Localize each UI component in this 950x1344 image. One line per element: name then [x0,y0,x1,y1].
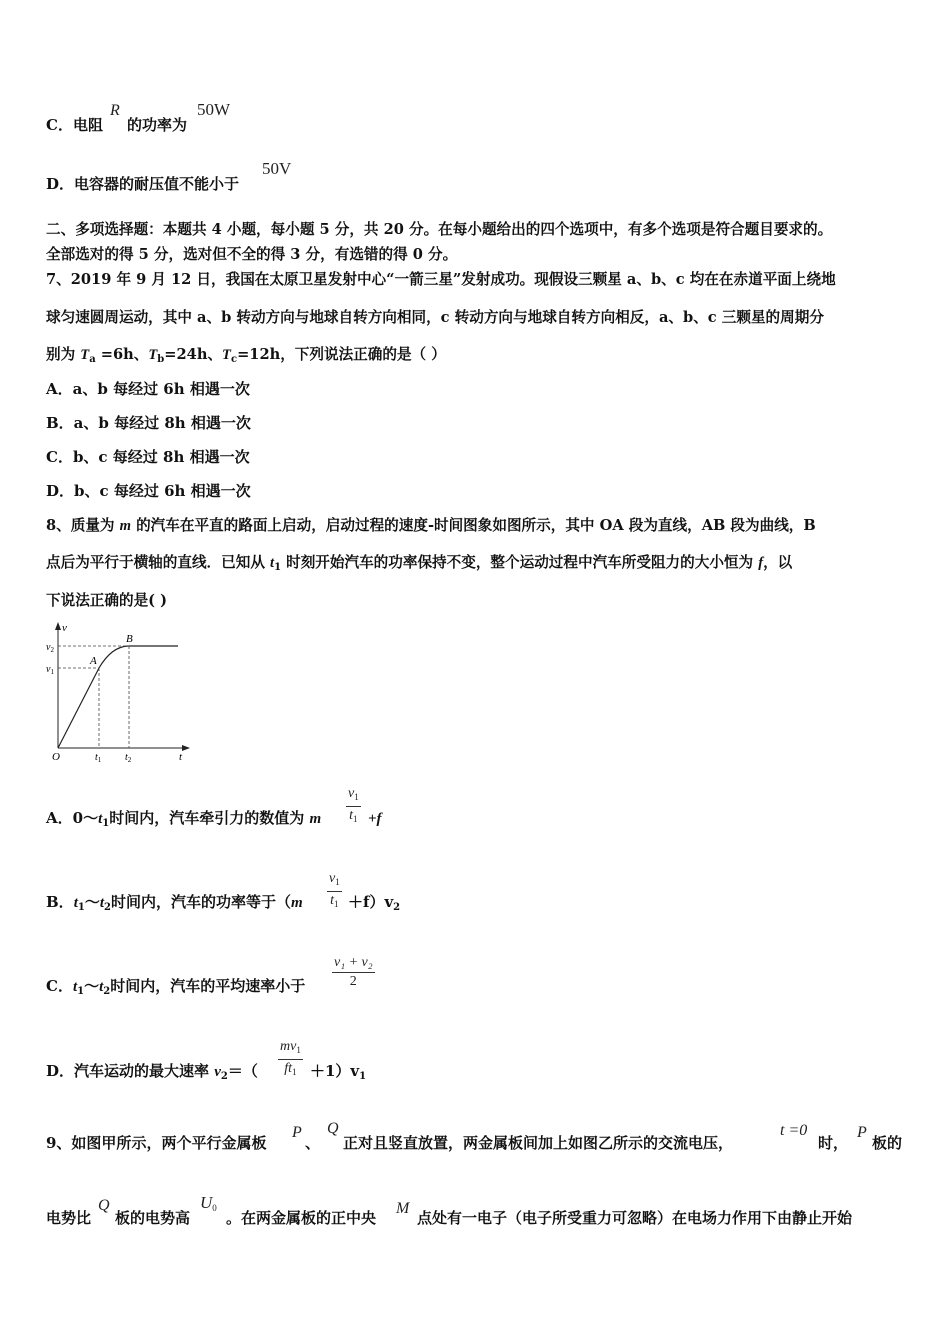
section2-line2: 全部选对的得 5 分，选对但不全的得 3 分，有选错的得 0 分。 [46,246,458,263]
q9-var-p: P [292,1124,302,1141]
q8-a-tail: +f [368,811,382,827]
q9-line2-f: 板的电势高 [115,1209,191,1227]
q9-line1-c: 时， [818,1134,849,1152]
graph-label-o: O [52,751,60,763]
q9-var-m: M [396,1200,410,1217]
q8-b-tail: $+f)v_2$ [348,893,401,913]
q7-option-d: D．b、c 每经过 6h 相遇一次 [46,482,251,500]
graph-velocity-curve [58,646,178,748]
q7-option-a: A．a、b 每经过 6h 相遇一次 [46,380,250,398]
q8-vt-graph [44,620,194,765]
q6-c-mid: 的功率为 [127,116,188,134]
q9-var-p2: P [857,1124,867,1141]
graph-x-arrow [182,745,190,751]
q7-line2: 球匀速圆周运动，其中 a、b 转动方向与地球自转方向相同，c 转动方向与地球自转方向相反，a、b、c 三颗星的周期分 [46,309,824,326]
q8-a-fraction: $v_1$ $t_1$ [348,786,359,824]
q9-line2-g: 。在两金属板的正中央 [226,1209,377,1227]
q8-line2: 点后为平行于横轴的直线．已知从 $t_1$ 时刻开始汽车的功率保持不变，整个运动过程中汽车所受阻力的大小恒为 f，以 [46,554,793,573]
q9-line1-b: 正对且竖直放置，两金属板间加上如图乙所示的交流电压， [343,1134,734,1152]
q9-t0: t =0 [780,1122,808,1139]
q7-option-b: B．a、b 每经过 8h 相遇一次 [46,414,251,432]
q9-line2-e: 电势比 [46,1209,92,1227]
q6-var-r: R [110,102,120,119]
q9-line1-a: 9、如图甲所示，两个平行金属板 [46,1134,267,1152]
graph-label-v: v [62,622,67,634]
graph-label-t2: $t_2$ [125,752,132,764]
q8-line1: 8、质量为 m 的汽车在平直的路面上启动，启动过程的速度-时间图象如图所示，其中 OA 段为直线，AB 段为曲线，B [46,517,816,534]
graph-label-t1: $t_1$ [95,752,102,764]
graph-y-arrow [55,622,61,630]
q8-c-fraction: v₁ + v₂ 2 [334,955,373,989]
q8-d-tail: $+1)v_1$ [310,1062,367,1082]
q6-option-d: D．电容器的耐压值不能小于 [46,175,240,193]
q9-var-u0: U0 [200,1193,217,1213]
q7-line3: 别为 $T_a =6h$、$T_b=24h$、$T_c=12h$，下列说法正确的是（ ） [46,346,446,365]
q8-option-b: B．$t_1\sim t_2$时间内，汽车的功率等于（m [46,893,303,913]
graph-label-v2: $v_2$ [46,642,54,654]
graph-label-b: B [126,633,133,645]
q9-var-q2: Q [98,1197,110,1214]
q8-line3: 下说法正确的是( ) [46,592,168,609]
q9-var-q: Q [327,1120,339,1137]
q8-d-fraction: $mv_1$ $ft_1$ [280,1039,301,1077]
q6-c-value: 50W [197,100,231,119]
q8-option-d: D．汽车运动的最大速率 $v_2=$（ [46,1062,258,1082]
section2-line1: 二、多项选择题：本题共 4 小题，每小题 5 分，共 20 分。在每小题给出的四个选项中，有多个选项是符合题目要求的。 [46,221,833,238]
graph-label-a: A [90,655,97,667]
graph-label-v1: $v_1$ [46,664,54,676]
graph-label-t: t [179,751,183,763]
q9-sep: 、 [305,1134,321,1152]
q8-option-a: A．$0\sim t_1$时间内，汽车牵引力的数值为 m [46,809,322,829]
q7-line1: 7、2019 年 9 月 12 日，我国在太原卫星发射中心“一箭三星”发射成功。现假设三颗星 a、b、c 均在在赤道平面上绕地 [46,271,836,288]
q6-option-c: C．电阻 [46,116,103,134]
q9-line1-d: 板的 [872,1134,903,1152]
q8-b-fraction: $v_1$ $t_1$ [329,871,340,909]
q6-d-value: 50V [262,159,292,178]
q8-option-c: C．$t_1\sim t_2$时间内，汽车的平均速率小于 [46,977,306,997]
q7-option-c: C．b、c 每经过 8h 相遇一次 [46,448,250,466]
q9-line2-h: 点处有一电子（电子所受重力可忽略）在电场力作用下由静止开始 [417,1209,853,1227]
